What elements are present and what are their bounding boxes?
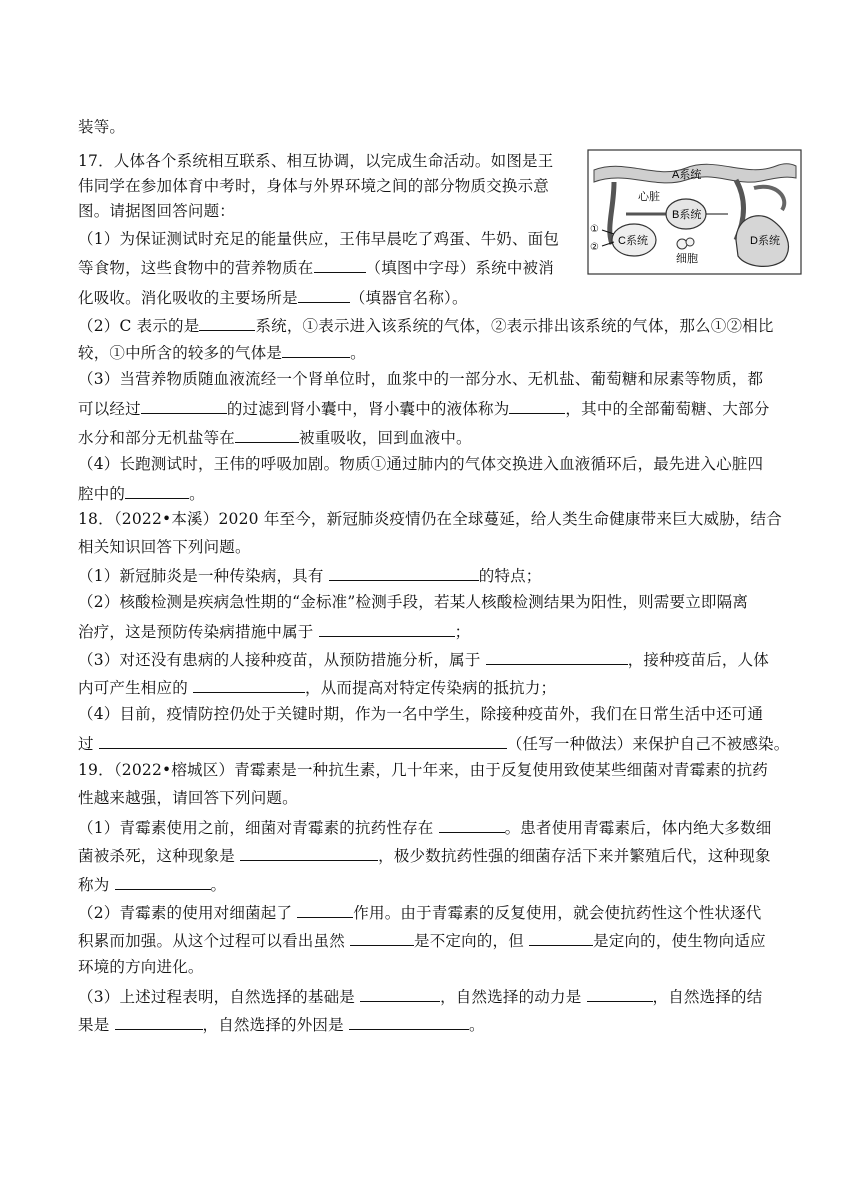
text-run: 装等。	[78, 118, 126, 136]
text-run: 环境的方向进化。	[78, 958, 204, 976]
text-run: 。	[210, 876, 227, 894]
text-run: ，其中的全部葡萄糖、大部分	[565, 400, 770, 418]
answer-blank[interactable]	[193, 676, 305, 693]
text-run: 较，①中所含的较多的气体是	[78, 344, 283, 362]
text-line	[78, 985, 762, 1007]
text-run: ，从而提高对特定传染病的抵抗力；	[305, 679, 557, 697]
text-run: （2）C 表示的是	[78, 317, 200, 335]
text-run: 称为	[78, 876, 115, 894]
text-line	[78, 482, 205, 504]
text-run: 19．（2022•榕城区）青霉素是一种抗生素，几十年来，由于反复使用致使某些细菌对青霉素的抗药	[78, 761, 768, 779]
text-run: （填图中字母）系统中被消	[365, 259, 554, 277]
cell-shape	[677, 239, 687, 249]
text-run: （1）为保证测试时充足的能量供应，王伟早晨吃了鸡蛋、牛奶、面包	[78, 230, 560, 248]
heart-label: 心脏	[638, 191, 660, 203]
answer-blank[interactable]	[439, 816, 505, 833]
text-run: 。患者使用青霉素后，体内绝大多数细	[504, 819, 772, 837]
text-line	[78, 788, 298, 808]
text-line	[78, 957, 204, 977]
text-line	[78, 256, 554, 278]
answer-blank[interactable]	[282, 341, 350, 358]
text-run: 伟同学在参加体育中考时，身体与外界环境之间的部分物质交换示意	[78, 177, 550, 195]
answer-blank[interactable]	[319, 620, 455, 637]
body-system-diagram	[586, 148, 804, 276]
text-run: （1）青霉素使用之前，细菌对青霉素的抗药性存在	[78, 819, 439, 837]
answer-blank[interactable]	[115, 873, 211, 890]
text-line	[78, 844, 771, 866]
text-line	[78, 816, 772, 838]
text-run: 的特点；	[478, 567, 542, 585]
text-run: （4）长跑测试时，王伟的呼吸加剧。物质①通过肺内的气体交换进入血液循环后，最先进入心脏四	[78, 455, 764, 473]
text-line	[78, 901, 762, 923]
answer-blank[interactable]	[199, 314, 255, 331]
text-run: 被重吸收，回到血液中。	[299, 429, 472, 447]
answer-blank[interactable]	[125, 482, 189, 499]
text-line	[78, 117, 125, 137]
text-line	[78, 929, 766, 951]
text-line	[78, 564, 542, 586]
text-line	[78, 369, 763, 389]
text-run: 可以经过	[78, 400, 141, 418]
marker-1-label: ①	[590, 224, 599, 235]
text-run: ，接种疫苗后，人体	[627, 651, 770, 669]
answer-blank[interactable]	[349, 1013, 469, 1030]
text-run: 治疗，这是预防传染病措施中属于	[78, 623, 319, 641]
d-system-label: D系统	[750, 235, 780, 247]
text-line	[78, 676, 556, 698]
text-line	[78, 229, 559, 249]
text-line	[78, 286, 468, 308]
text-run: （3）上述过程表明，自然选择的基础是	[78, 988, 361, 1006]
cell-shape	[686, 238, 694, 246]
answer-blank[interactable]	[587, 985, 653, 1002]
text-run: （3）当营养物质随血液流经一个肾单位时，血浆中的一部分水、无机盐、葡萄糖和尿素等物质，都	[78, 370, 764, 388]
c-system-label: C系统	[618, 235, 648, 247]
answer-blank[interactable]	[360, 985, 440, 1002]
answer-blank[interactable]	[235, 426, 299, 443]
text-line	[78, 620, 470, 642]
text-run: 内可产生相应的	[78, 679, 194, 697]
answer-blank[interactable]	[240, 844, 378, 861]
text-run: 18．（2022•本溪）2020 年至今，新冠肺炎疫情仍在全球蔓延，给人类生命健康带来巨大威胁，结合	[78, 510, 782, 528]
text-run: 。	[350, 344, 366, 362]
text-run: 化吸收。消化吸收的主要场所是	[78, 289, 298, 307]
text-line	[78, 760, 768, 780]
text-line	[78, 1013, 485, 1035]
answer-blank[interactable]	[99, 732, 507, 749]
text-run: ，自然选择的结	[652, 988, 763, 1006]
a-system-label: A系统	[672, 169, 702, 181]
text-run: 积累而加强。从这个过程可以看出虽然	[78, 932, 351, 950]
text-run: （2）核酸检测是疾病急性期的“金标准”检测手段，若某人核酸检测结果为阳性，则需要立即隔离	[78, 593, 749, 611]
text-line	[78, 537, 251, 557]
text-run: ，自然选择的动力是	[440, 988, 587, 1006]
text-run: 菌被杀死，这种现象是	[78, 847, 241, 865]
text-line	[78, 509, 782, 529]
cell-label: 细胞	[676, 253, 698, 265]
answer-blank[interactable]	[509, 397, 565, 414]
answer-blank[interactable]	[350, 929, 414, 946]
text-line	[78, 314, 774, 336]
text-line	[78, 176, 549, 196]
text-run: 系统，①表示进入该系统的气体，②表示排出该系统的气体，那么①②相比	[255, 317, 774, 335]
b-system-label: B系统	[672, 209, 702, 221]
text-line	[78, 648, 769, 670]
text-line	[78, 201, 235, 221]
text-run: 。	[189, 485, 205, 503]
text-run: ，极少数抗药性强的细菌存活下来并繁殖后代，这种现象	[378, 847, 771, 865]
text-run: 性越来越强，请回答下列问题。	[78, 789, 298, 807]
text-line	[78, 151, 553, 171]
text-run: 图。请据图回答问题：	[78, 202, 236, 220]
text-run: 是不定向的，但	[414, 932, 530, 950]
text-run: （1）新冠肺炎是一种传染病，具有	[78, 567, 329, 585]
answer-blank[interactable]	[314, 256, 366, 273]
text-run: 水分和部分无机盐等在	[78, 429, 236, 447]
answer-blank[interactable]	[529, 929, 593, 946]
text-line	[78, 454, 763, 474]
answer-blank[interactable]	[297, 901, 353, 918]
text-run: （3）对还没有患病的人接种疫苗，从预防措施分析，属于	[78, 651, 486, 669]
text-line	[78, 592, 748, 612]
text-run: 17．人体各个系统相互联系、相互协调，以完成生命活动。如图是王	[78, 152, 554, 170]
text-run: 腔中的	[78, 485, 126, 503]
text-run: （任写一种做法）来保护自己不被感染。	[506, 735, 790, 753]
text-run: 果是	[78, 1016, 115, 1034]
text-line	[78, 704, 763, 724]
text-line	[78, 341, 366, 363]
text-line	[78, 397, 770, 419]
text-run: ；	[454, 623, 471, 641]
answer-blank[interactable]	[329, 564, 479, 581]
text-run: 过	[78, 735, 99, 753]
answer-blank[interactable]	[115, 1013, 203, 1030]
marker-2-label: ②	[590, 242, 599, 253]
text-run: 等食物，这些食物中的营养物质在	[78, 259, 314, 277]
text-run: 是定向的，使生物向适应	[593, 932, 766, 950]
text-line	[78, 873, 226, 895]
text-run: 作用。由于青霉素的反复使用，就会使抗药性这个性状逐代	[353, 904, 762, 922]
answer-blank[interactable]	[298, 286, 350, 303]
text-run: （填器官名称）。	[349, 289, 468, 307]
text-line	[78, 426, 472, 448]
text-run: （4）目前，疫情防控仍处于关键时期，作为一名中学生，除接种疫苗外，我们在日常生活中还可通	[78, 705, 764, 723]
text-line	[78, 732, 789, 754]
text-run: 的过滤到肾小囊中，肾小囊中的液体称为	[226, 400, 510, 418]
text-run: 。	[468, 1016, 485, 1034]
text-run: 相关知识回答下列问题。	[78, 538, 251, 556]
answer-blank[interactable]	[486, 648, 628, 665]
text-run: ，自然选择的外因是	[202, 1016, 349, 1034]
text-run: （2）青霉素的使用对细菌起了	[78, 904, 298, 922]
answer-blank[interactable]	[141, 397, 227, 414]
